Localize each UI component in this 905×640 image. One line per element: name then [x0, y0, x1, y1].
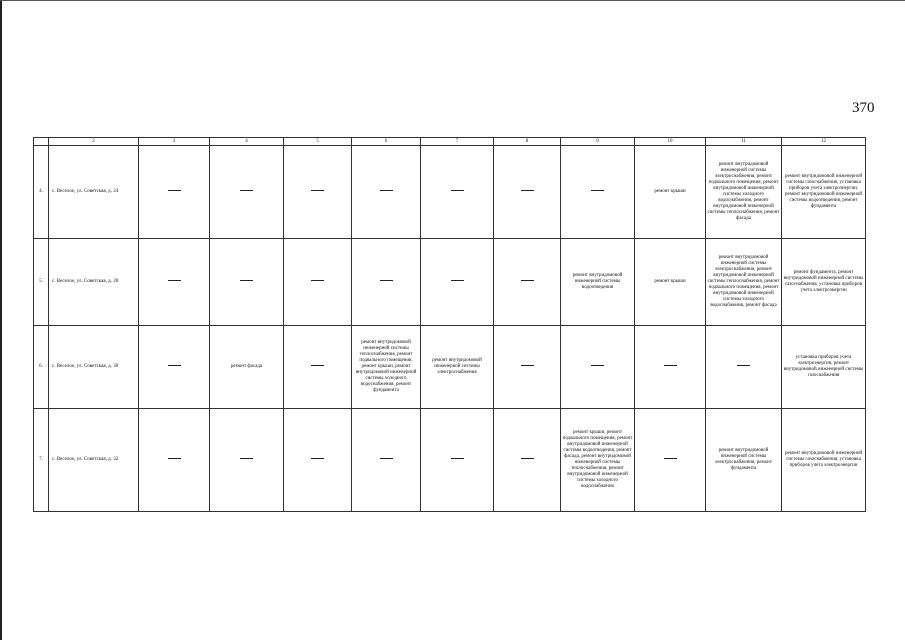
empty-dash-cell — [635, 326, 706, 409]
empty-dash-cell — [210, 146, 284, 239]
row-number: 7. — [34, 409, 49, 512]
work-description-cell: ремонт внутридомовой инженерной системы электроснабжения, ремонт подвального помещения, ремонт внутридомовой инженерной системы холодного водоснабжения, ремонт внутридомовой инженерной системы теплоснабжения, ремонт фасада — [706, 146, 782, 239]
dash-mark — [664, 458, 677, 459]
dash-mark — [451, 458, 464, 459]
work-description-cell: установка приборов учета электроэнергии, ремонт внутридомовой инженерной системы газоснабжения — [782, 326, 866, 409]
dash-mark — [311, 280, 324, 281]
empty-dash-cell — [139, 326, 210, 409]
empty-dash-cell — [210, 409, 284, 512]
column-number-row — [34, 138, 866, 146]
page-number: 370 — [852, 100, 875, 116]
work-description-cell: ремонт крыши — [635, 239, 706, 326]
dash-mark — [380, 458, 393, 459]
scan-top-edge — [0, 0, 905, 1]
dash-mark — [451, 280, 464, 281]
dash-mark — [380, 280, 393, 281]
empty-dash-cell — [139, 409, 210, 512]
dash-mark — [311, 190, 324, 191]
empty-dash-cell — [284, 326, 352, 409]
dash-mark — [240, 190, 253, 191]
column-number-cell: 2 — [49, 138, 139, 146]
address-cell: с. Веселое, ул. Советская, д. 32 — [49, 409, 139, 512]
dash-mark — [311, 458, 324, 459]
column-number-cell: 9 — [561, 138, 635, 146]
column-number-cell: 11 — [706, 138, 782, 146]
address-cell: с. Веселое, ул. Советская, д. 30 — [49, 326, 139, 409]
work-description-cell: ремонт внутридомовой инженерной системы газоснабжения, установка приборов учета электроэнергии — [782, 409, 866, 512]
empty-dash-cell — [421, 146, 494, 239]
empty-dash-cell — [561, 146, 635, 239]
address-cell: с. Веселое, ул. Советская, д. 28 — [49, 239, 139, 326]
dash-mark — [737, 365, 750, 366]
empty-dash-cell — [561, 326, 635, 409]
table-row — [34, 146, 866, 239]
dash-mark — [240, 458, 253, 459]
empty-dash-cell — [635, 409, 706, 512]
work-description-cell: ремонт внутридомовой инженерной системы водоотведения — [561, 239, 635, 326]
empty-dash-cell — [284, 409, 352, 512]
dash-mark — [664, 365, 677, 366]
empty-dash-cell — [284, 146, 352, 239]
column-number-cell: 12 — [782, 138, 866, 146]
work-description-cell: ремонт внутридомовой инженерной системы электроснабжения, ремонт внутридомовой инженерной системы теплоснабжения, ремонт подвального помещения, ремонт внутридомовой инженерной системы холодного водоснабжения, ремонт фасада — [706, 239, 782, 326]
dash-mark — [521, 280, 534, 281]
work-description-cell: ремонт внутридомовой инженерной системы электроснабжения — [421, 326, 494, 409]
repair-schedule-table — [33, 137, 866, 512]
dash-mark — [168, 458, 181, 459]
table-row — [34, 409, 866, 512]
column-number-cell: 5 — [284, 138, 352, 146]
empty-dash-cell — [139, 239, 210, 326]
scan-edge — [0, 0, 2, 640]
column-number-cell: 4 — [210, 138, 284, 146]
dash-mark — [451, 190, 464, 191]
dash-mark — [591, 365, 604, 366]
column-number-cell: 10 — [635, 138, 706, 146]
empty-dash-cell — [494, 146, 561, 239]
column-number-cell: 7 — [421, 138, 494, 146]
empty-dash-cell — [352, 409, 421, 512]
dash-mark — [168, 190, 181, 191]
dash-mark — [521, 458, 534, 459]
dash-mark — [168, 365, 181, 366]
dash-mark — [591, 190, 604, 191]
dash-mark — [311, 365, 324, 366]
work-description-cell: ремонт внутридомовой инженерной системы электроснабжения, ремонт фундамента — [706, 409, 782, 512]
empty-dash-cell — [210, 239, 284, 326]
address-cell: с. Веселое, ул. Советская, д. 24 — [49, 146, 139, 239]
empty-dash-cell — [494, 409, 561, 512]
dash-mark — [380, 190, 393, 191]
work-description-cell: ремонт фундамента, ремонт внутридомовой инженерной системы газоснабжения, установка приборов учета электроэнергии — [782, 239, 866, 326]
table-row — [34, 326, 866, 409]
column-number-cell — [34, 138, 49, 146]
empty-dash-cell — [421, 239, 494, 326]
dash-mark — [240, 280, 253, 281]
work-description-cell: ремонт фасада — [210, 326, 284, 409]
empty-dash-cell — [706, 326, 782, 409]
work-description-cell: ремонт внутридомовой инженерной системы теплоснабжения, ремонт подвального помещения, ремонт крыши, ремонт внутридомовой инженерной системы холодного водоснабжения, ремонт фундамента — [352, 326, 421, 409]
empty-dash-cell — [494, 239, 561, 326]
column-number-cell: 3 — [139, 138, 210, 146]
row-number: 6. — [34, 326, 49, 409]
dash-mark — [168, 280, 181, 281]
work-description-cell: ремонт внутридомовой инженерной системы газоснабжения, установка приборов учета электроэнергии, ремонт внутридомовой инженерной системы водоотведения, ремонт фундамента — [782, 146, 866, 239]
dash-mark — [521, 365, 534, 366]
work-description-cell: ремонт крыши, ремонт подвального помещения, ремонт внутридомовой инженерной системы водоотведения, ремонт фасада, ремонт внутридомовой инженерной системы теплоснабжения, ремонт внутридомовой инженерной системы холодного водоснабжения — [561, 409, 635, 512]
column-number-cell: 6 — [352, 138, 421, 146]
empty-dash-cell — [352, 146, 421, 239]
empty-dash-cell — [284, 239, 352, 326]
column-number-cell: 8 — [494, 138, 561, 146]
row-number: 5. — [34, 239, 49, 326]
row-number: 4. — [34, 146, 49, 239]
empty-dash-cell — [421, 409, 494, 512]
empty-dash-cell — [139, 146, 210, 239]
dash-mark — [521, 190, 534, 191]
empty-dash-cell — [494, 326, 561, 409]
table-row — [34, 239, 866, 326]
empty-dash-cell — [352, 239, 421, 326]
work-description-cell: ремонт крыши — [635, 146, 706, 239]
